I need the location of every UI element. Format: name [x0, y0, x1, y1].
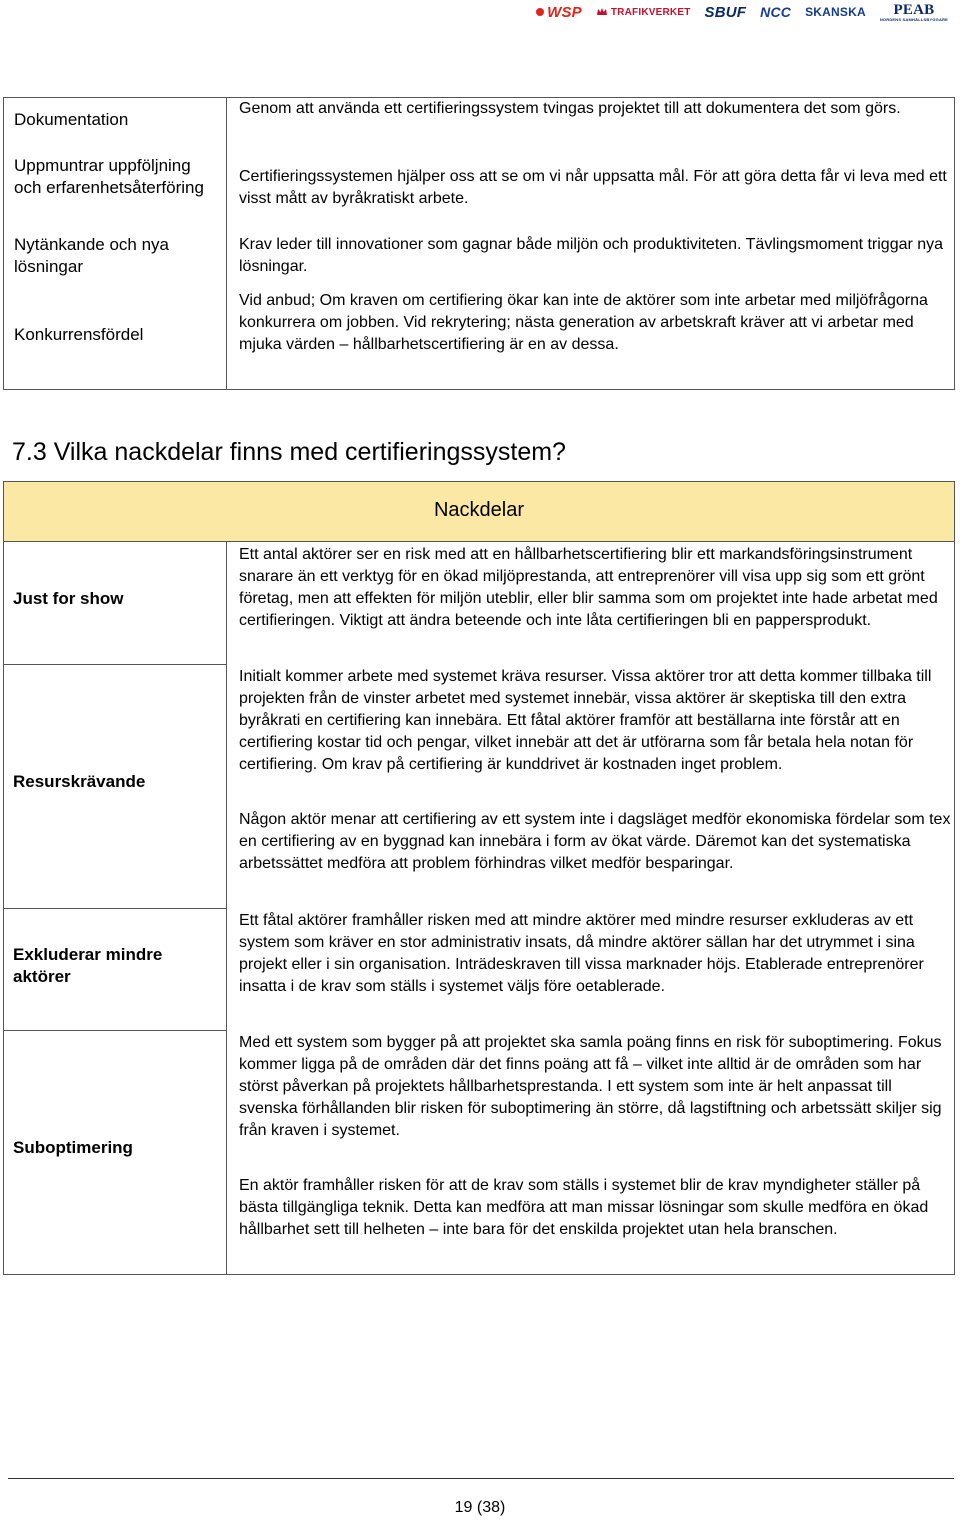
label-just-for-show: Just for show: [13, 589, 124, 608]
skanska-logo: SKANSKA: [805, 5, 866, 19]
section-heading: 7.3 Vilka nackdelar finns med certifieringssystem?: [12, 438, 566, 466]
page-number: 19 (38): [454, 1499, 506, 1516]
label-cell-exkluderar: [4, 908, 226, 1031]
header-title: Nackdelar: [433, 499, 525, 521]
label-cell-suboptimering: [4, 1030, 226, 1277]
trafikverket-logo: TRAFIKVERKET: [596, 6, 691, 18]
footer-divider: [8, 1478, 954, 1479]
row-label-uppfoljning: Uppmuntrar uppföljning och erfarenhetsåterföring: [14, 156, 204, 197]
label-resurskravande: Resurskrävande: [13, 772, 146, 791]
paragraph-ekonomiska-fordelar: Någon aktör menar att certifiering av ett system inte i dagsläget medför ekonomiska fördelar som tex en certifiering av en byggnad kan innebära i form av ökat värde. Däremot kan det systematiska arbetssättet medföra att problem förhindras vilket medför besparingar.: [239, 811, 951, 872]
row-label-nytankande: Nytänkande och nya lösningar: [14, 235, 169, 276]
header-logos: [536, 0, 948, 24]
disadvantages-table: [3, 481, 955, 1275]
row-text-uppfoljning: Certifieringssystemen hjälper oss att se om vi når uppsatta mål. För att göra detta får vi leva med ett visst mått av byråkratiskt arbete.: [239, 168, 947, 207]
row-text-nytankande: Krav leder till innovationer som gagnar både miljön och produktiviteten. Tävlingsmoment triggar nya lösningar.: [239, 236, 944, 275]
label-cell-resurskravande: [4, 664, 226, 909]
label-cell-just-for-show: [4, 542, 226, 664]
row-text-dokumentation: Genom att använda ett certifieringssystem tvingas projektet till att dokumentera det som görs.: [239, 100, 901, 117]
row-text-konkurrensfordel: Vid anbud; Om kraven om certifiering ökar kan inte de aktörer som inte arbetar med miljöfrågorna konkurrera om jobben. Vid rekrytering; nästa generation av arbetskraft kräver att vi arbetar med mjuka värden – hållbarhetscertifiering är en av dessa.: [239, 292, 928, 353]
paragraph-myndighetskrav: En aktör framhåller risken för att de krav som ställs i systemet blir de krav myndigheter ställer på bästa tillgängliga teknik. Detta kan medföra att man missar lösningar som skulle medföra en ökad hållbarhet sett till helheten – inte bara för det enskilda projektet utan hela branschen.: [239, 1177, 929, 1238]
paragraph-exkluderar: Ett fåtal aktörer framhåller risken med att mindre aktörer med mindre resurser exkluderas av ett system som kräver en stor administrativ insats, då mindre aktörer sällan har det utrymmet i sina projekt eller i sin organisation. Inträdeskraven till vissa marknader höjs. Etablerade entreprenörer insatta i de krav som ställs i systemet väljs före oetablerade.: [239, 912, 924, 995]
paragraph-just-for-show: Ett antal aktörer ser en risk med att en hållbarhetscertifiering blir ett markandsföringsinstrument snarare än ett verktyg för en ökad miljöprestanda, att entreprenörer vill visa upp sig som ett grönt företag, men att effekten för miljön uteblir, eller blir samma som om projektet inte hade arbetat med certifieringen. Viktigt att ändra beteende och inte låta certifieringen bli en pappersprodukt.: [239, 546, 938, 629]
paragraph-suboptimering: Med ett system som bygger på att projektet ska samla poäng finns en risk för suboptimering. Fokus kommer ligga på de områden där det finns poäng att få – vilket inte alltid är de områden som har störst påverkan på projektets hållbarhetsprestanda. I ett system som inte är helt anpassat till svenska förhållanden blir risken för suboptimering än större, då lagstiftning och arbetssätt skiljer sig från kraven i systemet.: [239, 1034, 942, 1139]
label-suboptimering: Suboptimering: [13, 1138, 133, 1157]
row-label-dokumentation: Dokumentation: [14, 110, 129, 129]
advantages-table: [3, 97, 955, 390]
crown-icon: [596, 6, 608, 18]
table-header: [4, 482, 954, 542]
paragraph-resurskravande: Initialt kommer arbete med systemet kräva resurser. Vissa aktörer tror att detta kommer tillbaka till projekten från de vinster arbetet med systemet innebär, vissa aktörer är skeptiska till den extra byråkrati en certifiering kan innebära. Ett fåtal aktörer framför att beställarna inte förstår att en certifiering kostar tid och pengar, vilket innebär att det är utförarna som får betala hela notan för certifiering. Om krav på certifiering är kunddrivet är kostnaden inget problem.: [239, 668, 932, 773]
wsp-mark-icon: [536, 8, 544, 16]
sbuf-logo: SBUF: [704, 3, 747, 21]
ncc-logo: NCC: [760, 4, 792, 20]
row-label-konkurrensfordel: Konkurrensfördel: [14, 325, 144, 344]
wsp-logo: WSP: [536, 4, 582, 21]
label-column: [4, 542, 227, 1274]
label-exkluderar-mindre-aktorer: Exkluderar mindre aktörer: [13, 945, 163, 986]
peab-logo: PEAB NORDENS SAMHÄLLSBYGGARE: [879, 1, 948, 22]
